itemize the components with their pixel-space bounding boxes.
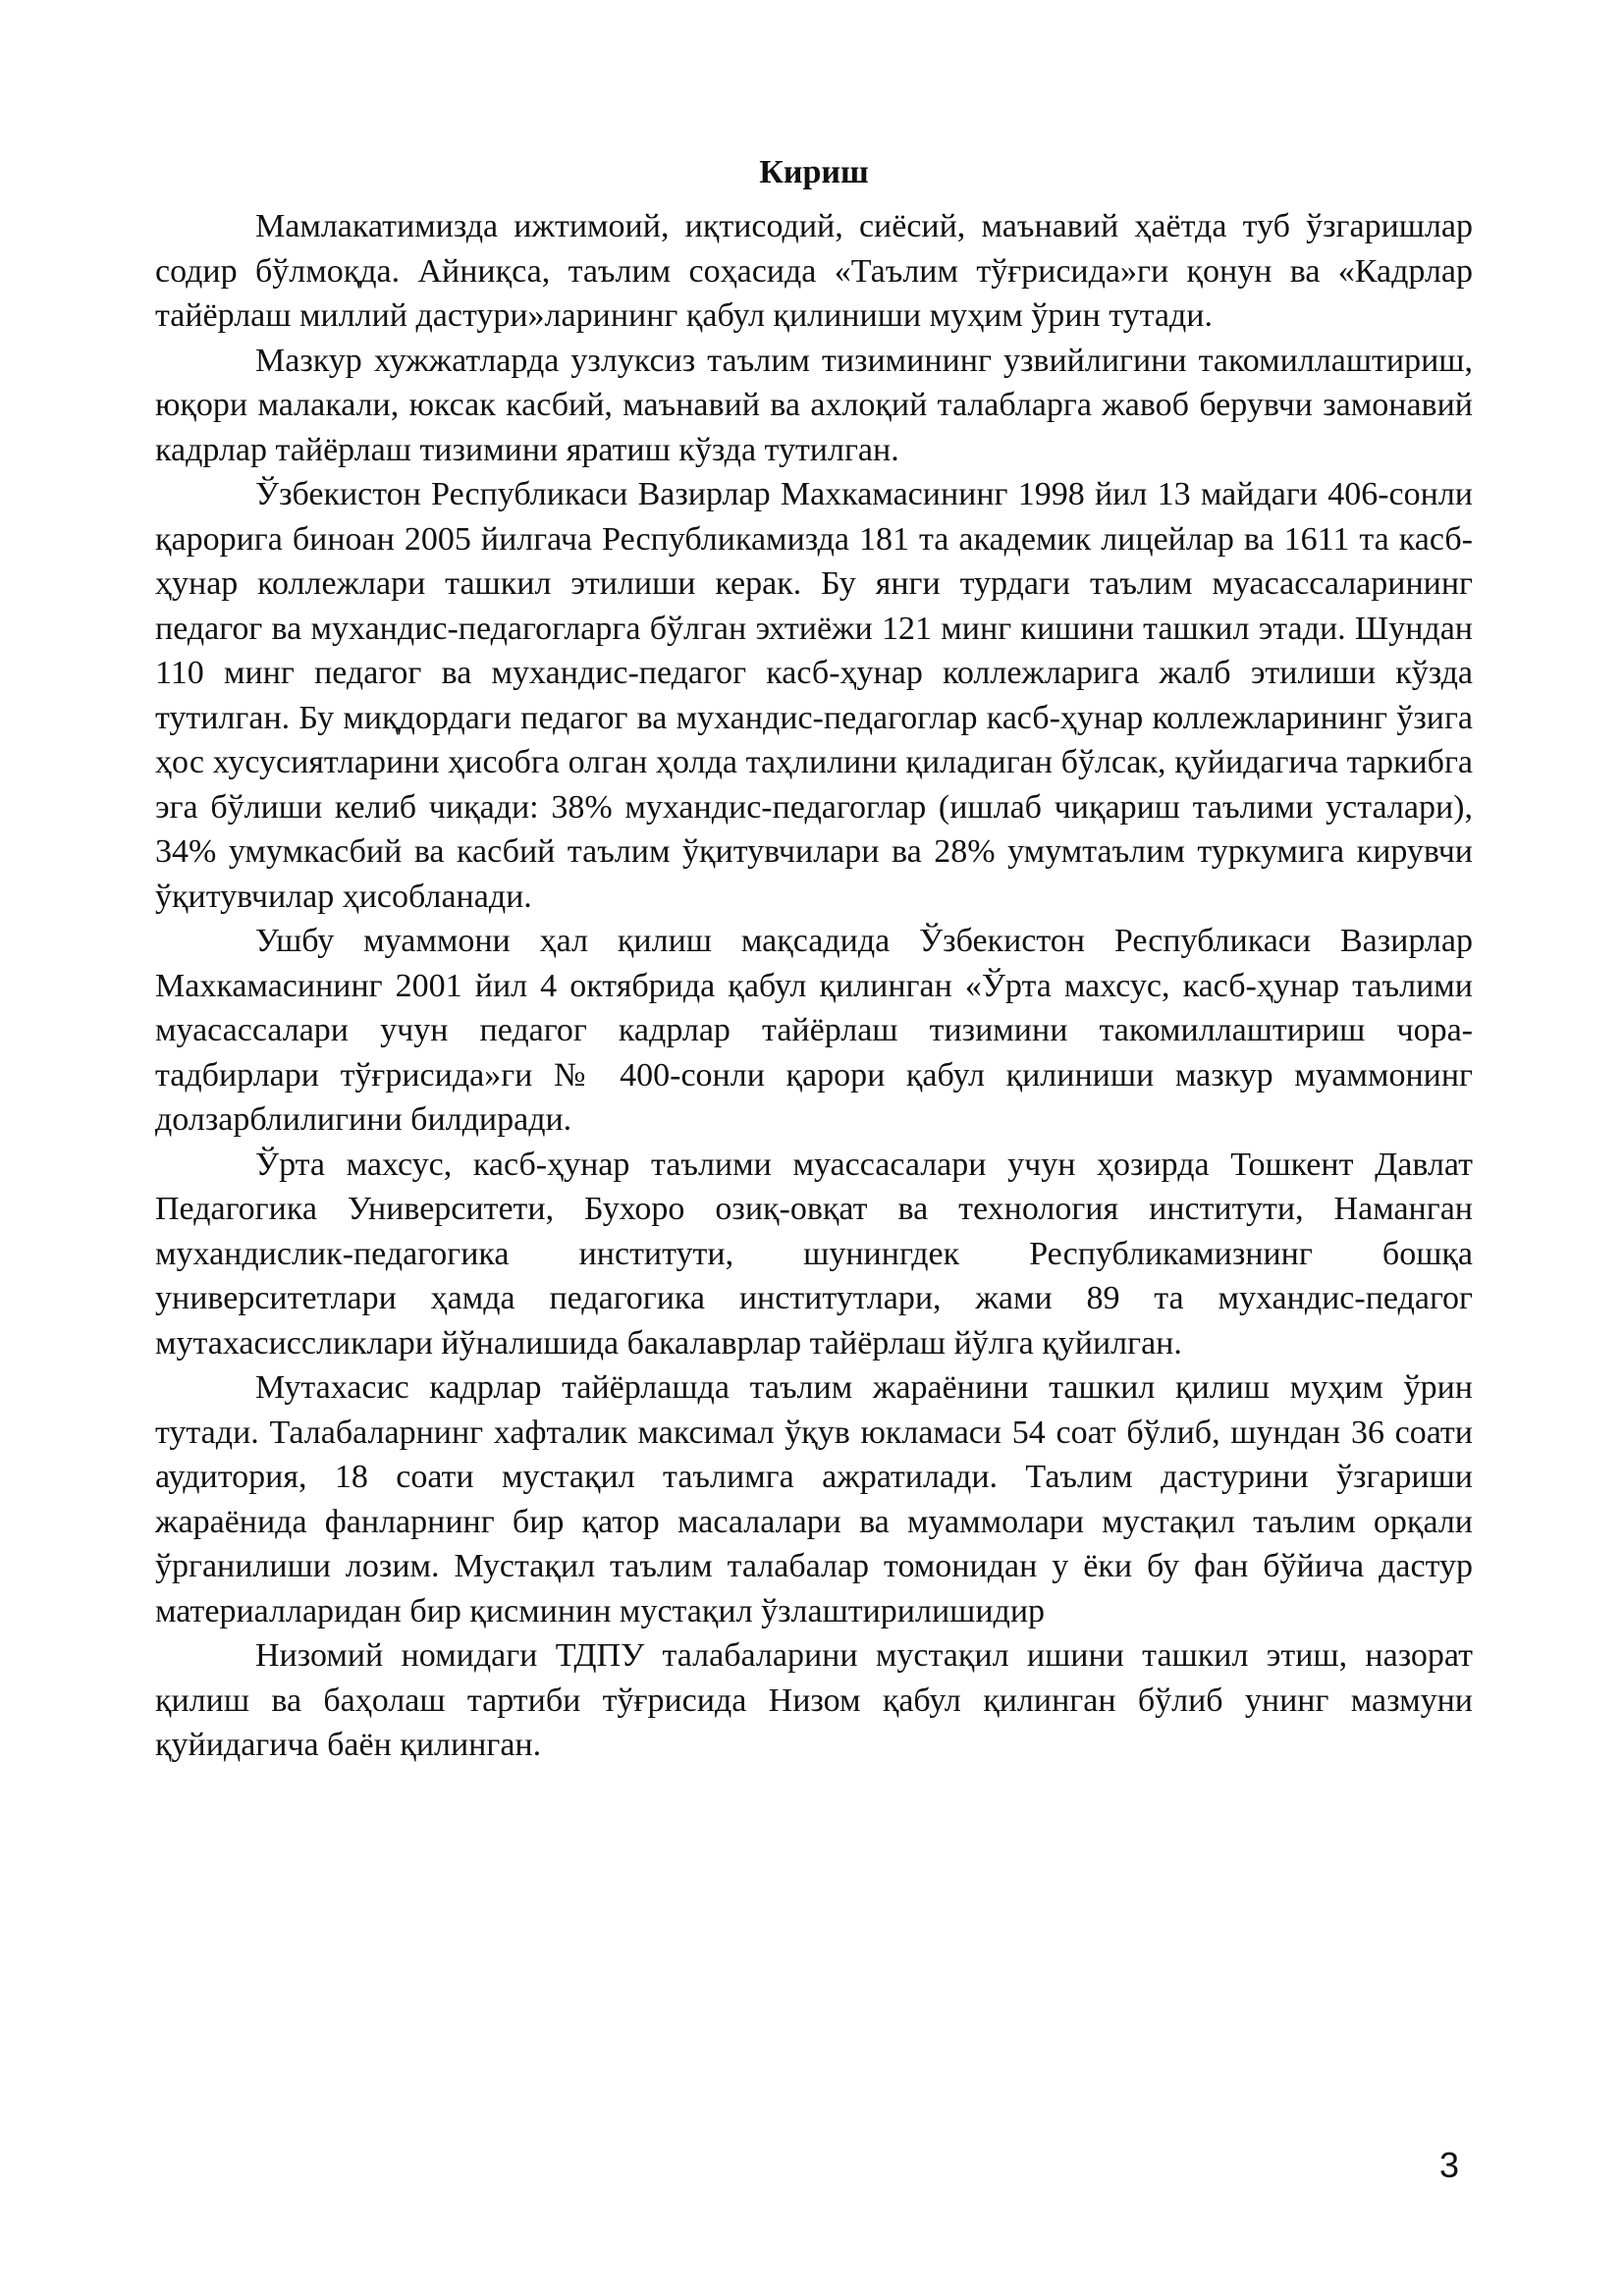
paragraph-6: Мутахасис кадрлар тайёрлашда таълим жараёнини ташкил қилиш муҳим ўрин тутади. Талабаларнинг хафталик максимал ўқув юкламаси 54 соат бўлиб, шундан 36 соати аудитория, 18 соати мустақил таълимга ажратилади. Таълим дастурини ўзгариши жараёнида фанларнинг бир қатор масалалари ва муаммолари мустақил таълим орқали ўрганилиши лозим. Мустақил таълим талабалар томонидан у ёки бу фан бўйича дастур материалларидан бир қисминин мустақил ўзлаштирилишидир bbox=[155, 1369, 1473, 1629]
paragraph-7: Низомий номидаги ТДПУ талабаларини мустақил ишини ташкил этиш, назорат қилиш ва баҳолаш тартиби тўғрисида Низом қабул қилинган бўлиб унинг мазмуни қуйидагича баён қилинган. bbox=[155, 1637, 1473, 1763]
paragraph-5: Ўрта махсус, касб-ҳунар таълими муассасалари учун ҳозирда Тошкент Давлат Педагогика Университети, Бухоро озиқ-овқат ва технология институти, Наманган мухандислик-педагогика институти, шунингдек Республикамизнинг бошқа университетлари ҳамда педагогика институтлари, жами 89 та мухандис-педагог мутахасиссликлари йўналишида бакалаврлар тайёрлаш йўлга қуйилган. bbox=[155, 1146, 1473, 1362]
paragraph-1: Мамлакатимизда ижтимоий, иқтисодий, сиёсий, маънавий ҳаётда туб ўзгаришлар содир бўлмоқда. Айниқса, таълим соҳасида «Таълим тўғрисида»ги қонун ва «Кадрлар тайёрлаш миллий дастури»ларининг қабул қилиниши муҳим ўрин тутади. bbox=[155, 208, 1473, 334]
paragraph-2: Мазкур хужжатларда узлуксиз таълим тизимининг узвийлигини такомиллаштириш, юқори малакали, юксак касбий, маънавий ва ахлоқий талабларга жавоб берувчи замонавий кадрлар тайёрлаш тизимини яратиш кўзда тутилган. bbox=[155, 342, 1473, 468]
document-page bbox=[155, 147, 1473, 1768]
page-number: 3 bbox=[1439, 2145, 1460, 2185]
paragraph-3: Ўзбекистон Республикаси Вазирлар Махкамасининг 1998 йил 13 майдаги 406-сонли қарорига биноан 2005 йилгача Республикамизда 181 та академик лицейлар ва 1611 та касб-ҳунар коллежлари ташкил этилиши керак. Бу янги турдаги таълим муасассаларининг педагог ва мухандис-педагогларга бўлган эхтиёжи 121 минг кишини ташкил этади. Шундан 110 минг педагог ва мухандис-педагог касб-ҳунар коллежларига жалб этилиши кўзда тутилган. Бу миқдордаги педагог ва мухандис-педагоглар касб-ҳунар коллежларининг ўзига ҳос хусусиятларини ҳисобга олган ҳолда таҳлилини қиладиган бўлсак, қуйидагича таркибга эга бўлиши келиб чиқади: 38% мухандис-педагоглар (ишлаб чиқариш таълими усталари), 34% умумкасбий ва касбий таълим ўқитувчилари ва 28% умумтаълим туркумига кирувчи ўқитувчилар ҳисобланади. bbox=[155, 476, 1473, 915]
paragraph-4: Ушбу муаммони ҳал қилиш мақсадида Ўзбекистон Республикаси Вазирлар Махкамасининг 2001 йил 4 октябрида қабул қилинган «Ўрта махсус, касб-ҳунар таълими муасассалари учун педагог кадрлар тайёрлаш тизимини такомиллаштириш чора-тадбирлари тўғрисида»ги № 400-сонли қарори қабул қилиниши мазкур муаммонинг долзарблилигини билдиради. bbox=[155, 923, 1473, 1138]
section-title: Кириш bbox=[759, 154, 869, 190]
